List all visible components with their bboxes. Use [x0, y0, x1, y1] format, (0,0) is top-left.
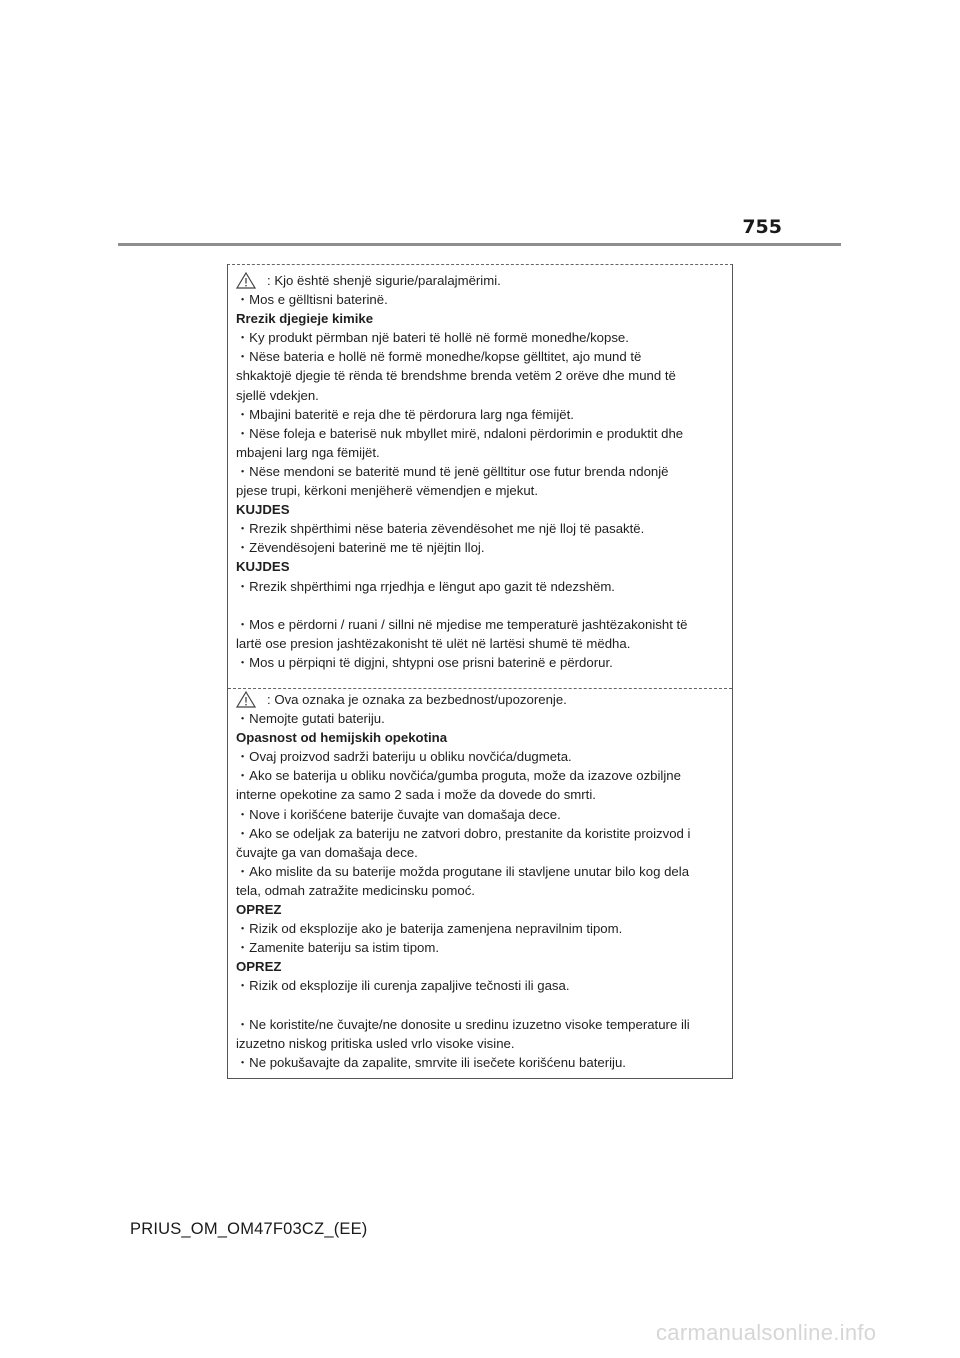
text-line: ・Zamenite bateriju sa istim tipom.: [236, 940, 440, 956]
text-line: ・Ako se odeljak za bateriju ne zatvori dobro, prestanite da koristite proizvod i: [236, 825, 691, 841]
warning-heading-line: [228, 690, 732, 709]
text-line: ・Ako mislite da su baterije možda progutane ili stavljene unutar bilo kog dela: [236, 863, 690, 879]
warning-triangle-icon: [236, 691, 256, 708]
text-line: ・Zëvendësojeni baterinë me të njëjtin lloj.: [236, 540, 485, 556]
caution-label: KUJDES: [236, 502, 290, 518]
text-line: shkaktojë djegie të rënda të brendshme brenda vetëm 2 orëve dhe mund të: [236, 368, 676, 384]
text-line: izuzetno niskog pritiska usled vrlo visoke visine.: [236, 1035, 515, 1051]
text-line: ・Ovaj proizvod sadrži bateriju u obliku novčića/dugmeta.: [236, 749, 572, 765]
text-line: tela, odmah zatražite medicinsku pomoć.: [236, 882, 475, 898]
subheading: Rrezik djegieje kimike: [236, 311, 374, 327]
text-line: mbajeni larg nga fëmijët.: [236, 444, 380, 460]
text-line: ・Nëse mendoni se bateritë mund të jenë gëlltitur ose futur brenda ndonjë: [236, 463, 669, 479]
caution-label: OPREZ: [236, 902, 282, 918]
text-line: sjellë vdekjen.: [236, 387, 319, 403]
document-code: PRIUS_OM_OM47F03CZ_(EE): [130, 1220, 368, 1238]
warning-section-albanian: [228, 271, 732, 672]
subheading: Opasnost od hemijskih opekotina: [236, 730, 448, 746]
warning-heading-line: [228, 271, 732, 290]
text-line: pjese trupi, kërkoni menjëherë vëmendjen e mjekut.: [236, 483, 539, 499]
text-line: ・Ky produkt përmban një bateri të hollë në formë monedhe/kopse.: [236, 330, 629, 346]
text-line: interne opekotine za samo 2 sada i može da dovede do smrti.: [236, 787, 596, 803]
blank-line: [228, 996, 732, 1015]
text-line: ・Mos u përpiqni të digjni, shtypni ose prisni baterinë e përdorur.: [236, 654, 613, 670]
blank-line: [228, 596, 732, 615]
text-line: ・Rrezik shpërthimi nëse bateria zëvendësohet me një lloj të pasaktë.: [236, 521, 645, 537]
text-line: čuvajte ga van domašaja dece.: [236, 844, 418, 860]
text-line: ・Ne koristite/ne čuvajte/ne donosite u sredinu izuzetno visoke temperature ili: [236, 1016, 690, 1032]
warning-heading-text: : Ova oznaka je oznaka za bezbednost/upozorenje.: [267, 692, 567, 707]
battery-warning-box: [227, 264, 733, 1079]
header-rule: [118, 243, 841, 246]
text-line: ・Nëse bateria e hollë në formë monedhe/kopse gëlltitet, ajo mund të: [236, 349, 642, 365]
text-line: ・Mos e përdorni / ruani / sillni në mjedise me temperaturë jashtëzakonisht të: [236, 616, 688, 632]
text-line: ・Nove i korišćene baterije čuvajte van domašaja dece.: [236, 806, 561, 822]
text-line: ・Mbajini bateritë e reja dhe të përdorura larg nga fëmijët.: [236, 406, 574, 422]
caution-label: KUJDES: [236, 559, 290, 575]
text-line: ・Rizik od eksplozije ako je baterija zamenjena nepravilnim tipom.: [236, 921, 623, 937]
text-line: ・Nemojte gutati bateriju.: [236, 711, 385, 727]
text-line: lartë ose presion jashtëzakonisht të ulët në lartësi shumë të mëdha.: [236, 635, 631, 651]
text-line: ・Rrezik shpërthimi nga rrjedhja e lëngut apo gazit të ndezshëm.: [236, 578, 615, 594]
text-line: ・Rizik od eksplozije ili curenja zapaljive tečnosti ili gasa.: [236, 978, 570, 994]
text-line: ・Ne pokušavajte da zapalite, smrvite ili isečete korišćenu bateriju.: [236, 1054, 626, 1070]
site-watermark: carmanualsonline.info: [656, 1320, 877, 1345]
warning-triangle-icon: [236, 272, 256, 289]
warning-section-serbian: [228, 688, 732, 1072]
warning-heading-text: : Kjo është shenjë sigurie/paralajmërimi.: [267, 273, 501, 288]
text-line: ・Mos e gëlltisni baterinë.: [236, 292, 388, 308]
text-line: ・Ako se baterija u obliku novčića/gumba proguta, može da izazove ozbiljne: [236, 768, 681, 784]
text-line: ・Nëse foleja e baterisë nuk mbyllet mirë, ndaloni përdorimin e produktit dhe: [236, 425, 684, 441]
page-number: 755: [742, 216, 782, 238]
caution-label: OPREZ: [236, 959, 282, 975]
